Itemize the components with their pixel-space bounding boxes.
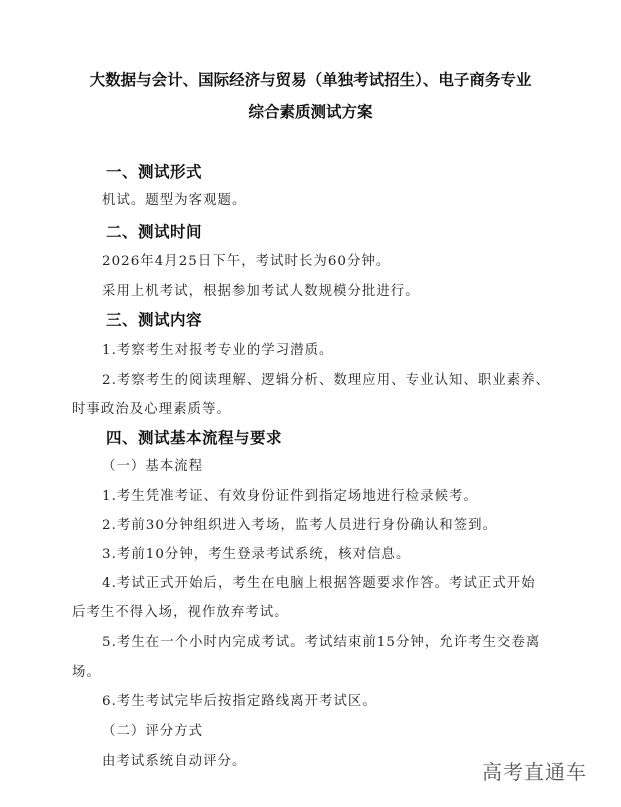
list-item-continuation: 场。 [72, 665, 101, 680]
paragraph: 1.考察考生对报考专业的学习潜质。 [102, 343, 334, 358]
subheading: （二）评分方式 [102, 724, 204, 739]
section-heading-4: 四、测试基本流程与要求 [106, 429, 283, 447]
list-item: 2.考前30分钟组织进入考场，监考人员进行身份确认和签到。 [102, 518, 498, 533]
section-heading-1: 一、测试形式 [106, 163, 203, 181]
paragraph: 由考试系统自动评分。 [102, 754, 247, 769]
doc-title-line1: 大数据与会计、国际经济与贸易（单独考试招生）、电子商务专业 [89, 71, 532, 89]
paragraph-continuation: 时事政治及心理素质等。 [72, 402, 231, 417]
list-item: 3.考前10分钟，考生登录考试系统，核对信息。 [102, 547, 411, 562]
section-heading-3: 三、测试内容 [106, 311, 203, 329]
paragraph: 2.考察考生的阅读理解、逻辑分析、数理应用、专业认知、职业素养、 [102, 373, 551, 388]
list-item: 4.考试正式开始后，考生在电脑上根据答题要求作答。考试正式开始 [102, 576, 536, 591]
subheading: （一）基本流程 [102, 459, 204, 474]
paragraph: 机试。题型为客观题。 [102, 193, 247, 208]
list-item: 6.考生考试完毕后按指定路线离开考试区。 [102, 694, 377, 709]
list-item: 5.考生在一个小时内完成考试。考试结束前15分钟，允许考生交卷离 [102, 635, 541, 650]
list-item: 1.考生凭准考证、有效身份证件到指定场地进行检录候考。 [102, 489, 478, 504]
paragraph: 采用上机考试，根据参加考试人数规模分批进行。 [102, 284, 420, 299]
doc-title-line2: 综合素质测试方案 [248, 103, 373, 121]
list-item-continuation: 后考生不得入场，视作放弃考试。 [72, 605, 289, 620]
watermark: 高考直通车 [482, 760, 587, 784]
section-heading-2: 二、测试时间 [106, 223, 203, 241]
paragraph: 2026年4月25日下午，考试时长为60分钟。 [102, 254, 391, 269]
